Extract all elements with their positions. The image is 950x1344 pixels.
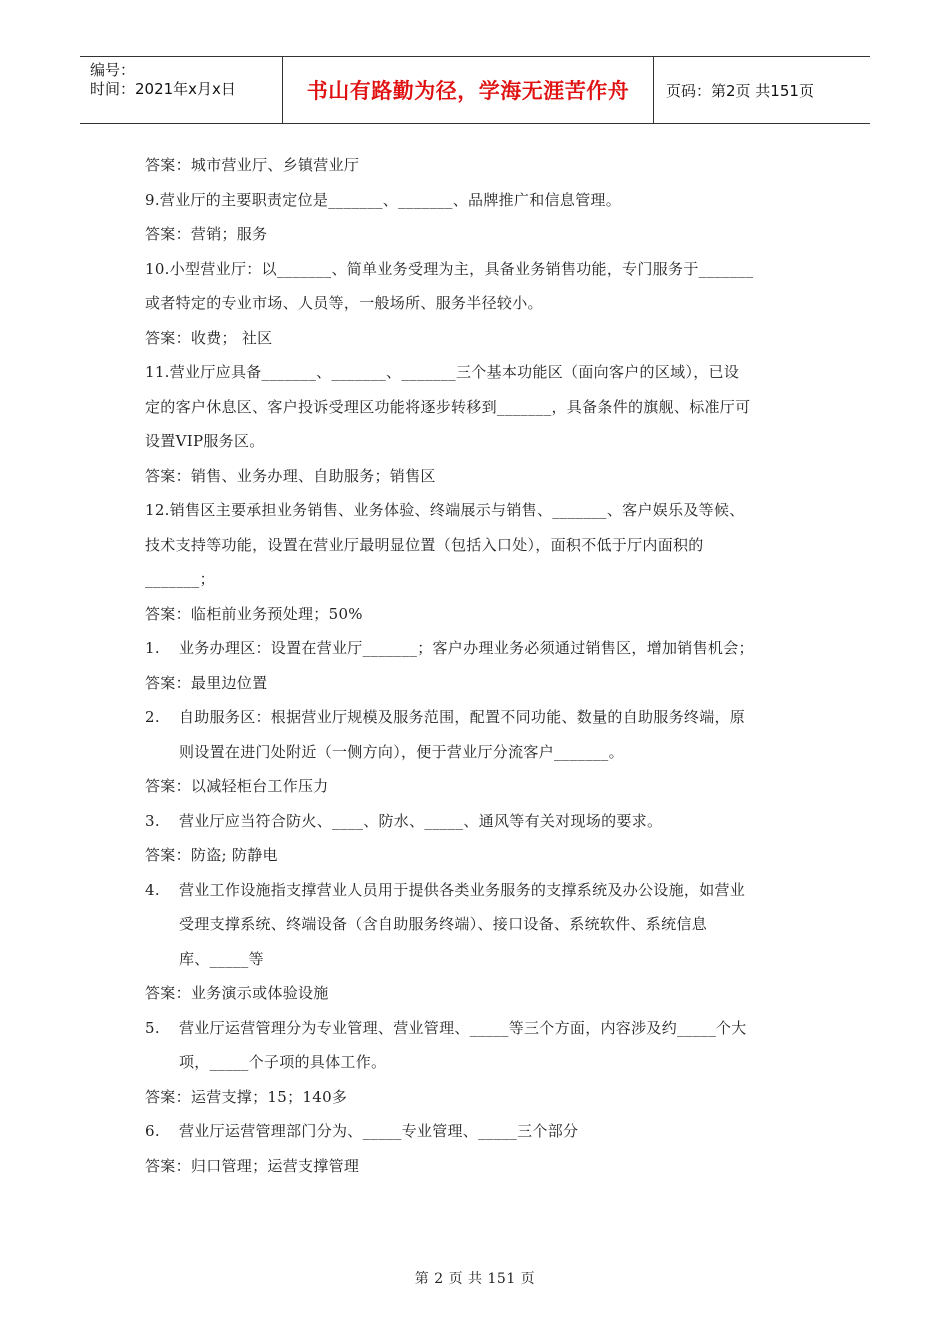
text-line [145, 838, 810, 873]
item-number: 1. [145, 639, 160, 657]
text-line [145, 286, 810, 321]
text-line [145, 562, 810, 597]
text-line [145, 493, 810, 528]
line-text: 或者特定的专业市场、人员等，一般场所、服务半径较小。 [145, 294, 543, 312]
item-number: 3. [145, 811, 160, 830]
text-line [145, 424, 810, 459]
line-text: 答案：以减轻柜台工作压力 [145, 777, 329, 795]
item-number: 6. [145, 1122, 160, 1140]
text-line [145, 459, 810, 494]
line-text: _______； [145, 570, 215, 588]
line-text: 答案：收费； 社区 [145, 328, 273, 347]
text-line [145, 528, 810, 563]
item-number: 2. [145, 708, 160, 726]
text-line [145, 1114, 810, 1149]
item-number: 4. [145, 880, 160, 899]
text-line [145, 321, 810, 356]
date-label: 时间：2021年x月x日 [90, 80, 236, 98]
line-text: 答案：归口管理；运营支撑管理 [145, 1156, 360, 1175]
line-text: 答案：销售、业务办理、自助服务；销售区 [145, 466, 436, 485]
text-line [145, 355, 810, 390]
text-line [145, 631, 810, 666]
line-text: 答案：运营支撑；15；140多 [145, 1087, 348, 1106]
text-line [145, 907, 810, 942]
line-text: 定的客户休息区、客户投诉受理区功能将逐步转移到_______，具备条件的旗舰、标准厅可 [145, 397, 751, 416]
line-text: 答案：业务演示或体验设施 [145, 984, 329, 1002]
text-line [145, 942, 810, 977]
text-line [145, 873, 810, 908]
line-text: 项，_____个子项的具体工作。 [179, 1053, 387, 1071]
line-text: 自助服务区：根据营业厅规模及服务范围，配置不同功能、数量的自助服务终端，原 [179, 708, 746, 726]
text-line [145, 183, 810, 218]
text-line [145, 252, 810, 287]
text-line [145, 597, 810, 632]
text-line [145, 1045, 810, 1080]
page-header [80, 56, 870, 124]
line-text: 技术支持等功能，设置在营业厅最明显位置（包括入口处），面积不低于厅内面积的 [145, 535, 704, 554]
text-line [145, 700, 810, 735]
text-line [145, 1149, 810, 1184]
text-line [145, 1011, 810, 1046]
header-motto: 书山有路勤为径，学海无涯苦作舟 [282, 57, 654, 123]
line-text: 答案：营销；服务 [145, 225, 268, 243]
line-text: 受理支撑系统、终端设备（含自助服务终端）、接口设备、系统软件、系统信息 [179, 915, 708, 933]
text-line [145, 390, 810, 425]
line-text: 营业厅运营管理部门分为、_____专业管理、_____三个部分 [179, 1122, 579, 1140]
item-number: 5. [145, 1018, 160, 1037]
text-line [145, 217, 810, 252]
line-text: 10.小型营业厅：以_______、简单业务受理为主，具备业务销售功能，专门服务于_______ [145, 259, 754, 278]
line-text: 营业厅应当符合防火、____、防水、_____、通风等有关对现场的要求。 [179, 811, 663, 830]
line-text: 答案：临柜前业务预处理；50% [145, 604, 363, 623]
page-footer: 第 2 页 共 151 页 [414, 1271, 536, 1287]
serial-label: 编号： [90, 61, 136, 79]
text-line [145, 804, 810, 839]
line-text: 业务办理区：设置在营业厅_______；客户办理业务必须通过销售区，增加销售机会； [179, 639, 754, 657]
text-line [145, 735, 810, 770]
text-line [145, 1080, 810, 1115]
line-text: 答案：最里边位置 [145, 673, 268, 692]
document-body [145, 148, 810, 1183]
line-text: 9.营业厅的主要职责定位是_______、_______、品牌推广和信息管理。 [145, 190, 622, 209]
text-line [145, 148, 810, 183]
line-text: 库、_____等 [179, 949, 264, 968]
text-line [145, 976, 810, 1011]
header-meta [80, 57, 282, 123]
header-page-code: 页码：第2页 共151页 [666, 81, 814, 100]
line-text: 答案：防盗; 防静电 [145, 846, 278, 864]
line-text: 12.销售区主要承担业务销售、业务体验、终端展示与销售、_______、客户娱乐及等候、 [145, 501, 745, 519]
line-text: 11.营业厅应具备_______、_______、_______三个基本功能区（面向客户的区域），已设 [145, 363, 740, 381]
text-line [145, 769, 810, 804]
text-line [145, 666, 810, 701]
line-text: 营业厅运营管理分为专业管理、营业管理、_____等三个方面，内容涉及约_____个大 [179, 1018, 747, 1037]
line-text: 则设置在进门处附近（一侧方向），便于营业厅分流客户_______。 [179, 742, 624, 761]
line-text: 设置VIP服务区。 [145, 432, 265, 450]
line-text: 营业工作设施指支撑营业人员用于提供各类业务服务的支撑系统及办公设施，如营业 [179, 880, 746, 899]
line-text: 答案：城市营业厅、乡镇营业厅 [145, 156, 360, 174]
